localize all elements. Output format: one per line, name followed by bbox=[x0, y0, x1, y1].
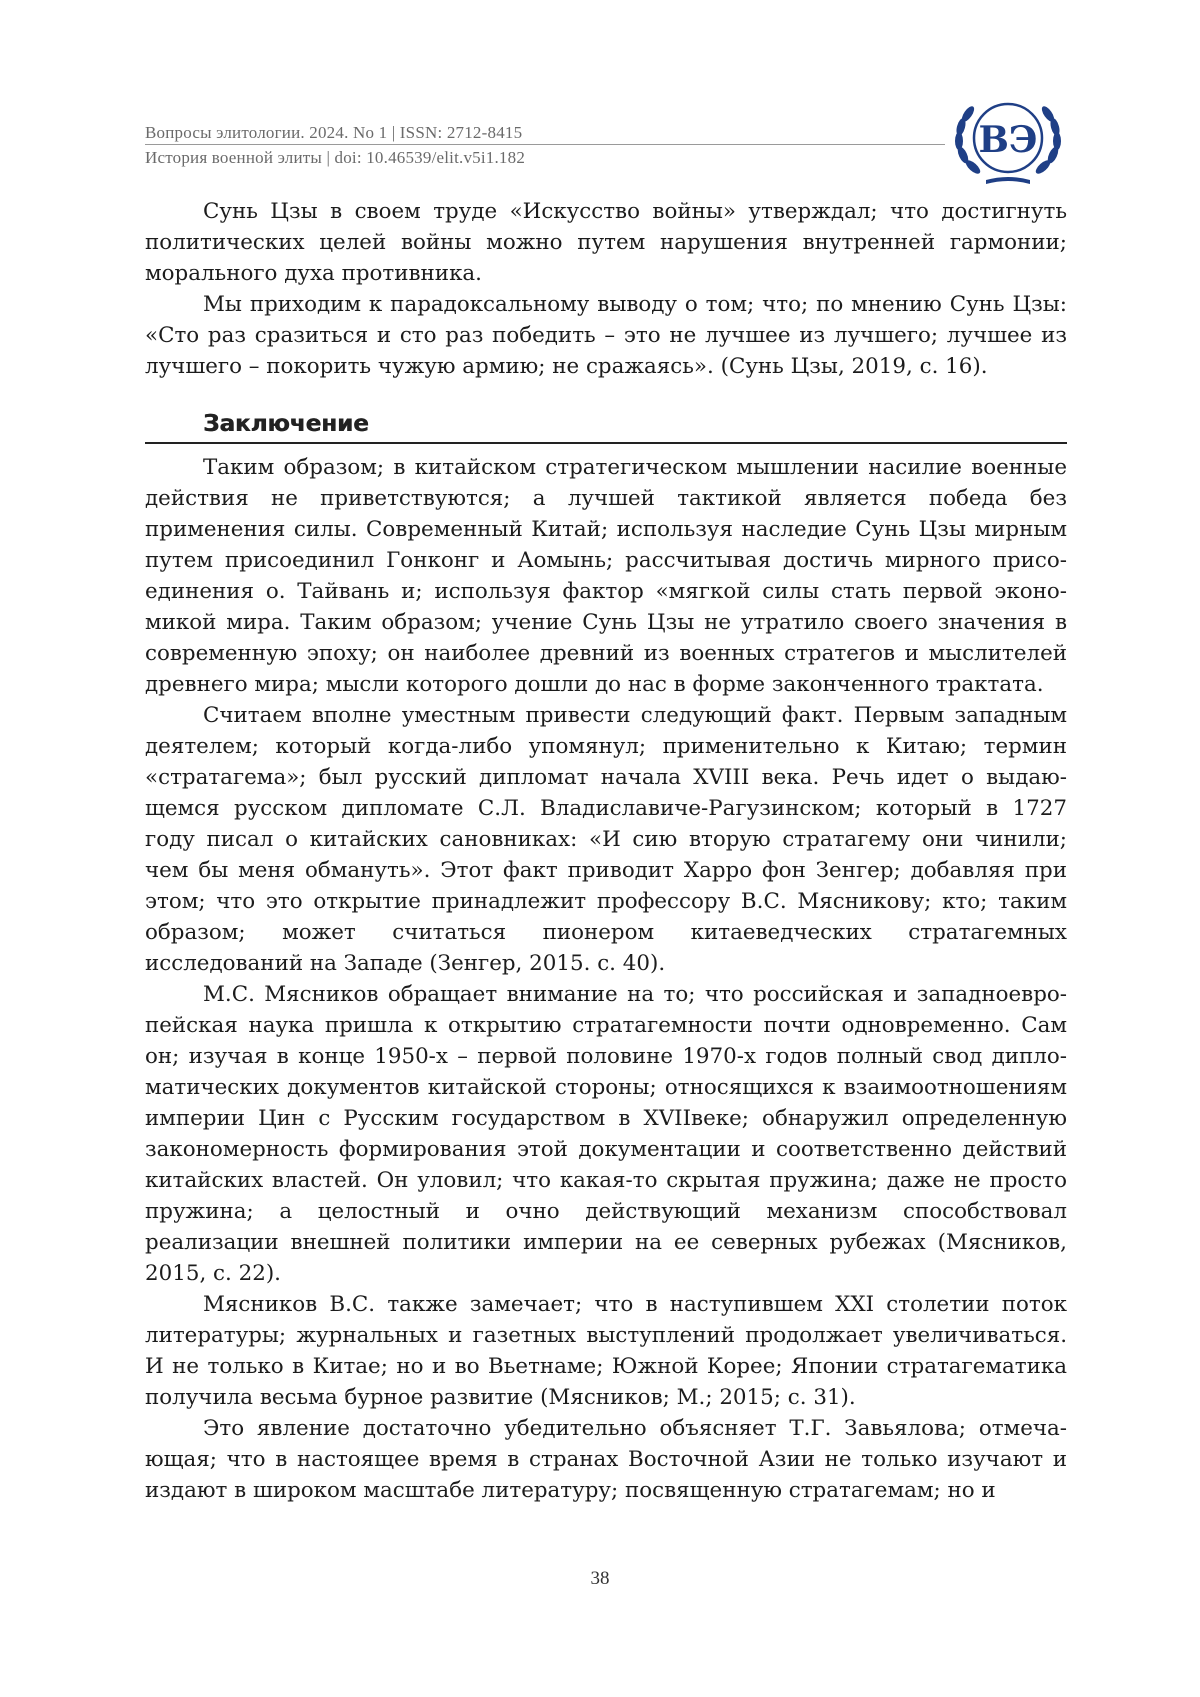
paragraph: Мясников В.С. также замечает; что в наступившем XXI столетии поток литературы; журнальных и газетных выступлений продолжает увеличиваться. И не только в Китае; но и во Вьетнаме; Южной Корее; Японии стратагематика получила весьма бурное развитие (Мясников; М.; 2015; с. 31). bbox=[145, 1292, 1067, 1410]
section-heading: Заключение bbox=[145, 408, 1067, 444]
running-head bbox=[145, 120, 525, 170]
paragraph: М.С. Мясников обращает внимание на то; что российская и западноевропейская наука пришла к открытию стратагемности почти одновременно. Сам он; изучая в конце 1950-х – первой половине 1970-х годов полный свод дипломатических документов китайской стороны; относящихся к взаимоотношениям империи Цин с Русским государством в XVIIвеке; обнаружил определенную закономерность формирования этой документации и соответственно действий китайских властей. Он уловил; что какая-то скрытая пружина; даже не просто пружина; а целостный и очно действующий механизм способствовал реализации внешней политики империи на ее северных рубежах (Мясников, 2015, с. 22). bbox=[145, 982, 1067, 1286]
paragraph: Таким образом; в китайском стратегическом мышлении насилие военные действия не приветствуются; а лучшей тактикой является победа без применения силы. Современный Китай; используя наследие Сунь Цзы мирным путем присоединил Гонконг и Аомынь; рассчитывая достичь мирного присоединения о. Тайвань и; используя фактор «мягкой силы стать первой экономикой мира. Таким образом; учение Сунь Цзы не утратило своего значения в современную эпоху; он наиболее древний из военных стратегов и мыслителей древнего мира; мысли которого дошли до нас в форме законченного трактата. bbox=[145, 455, 1067, 697]
page-number: 38 bbox=[590, 1568, 610, 1589]
section-doi-line: История военной элиты | doi: 10.46539/elit.v5i1.182 bbox=[145, 148, 526, 167]
paragraph: Мы приходим к парадоксальному выводу о том; что; по мнению Сунь Цзы: «Сто раз сразиться и сто раз победить – это не лучшее из лучшего; лучшее из лучшего – покорить чужую армию; не сражаясь». (Сунь Цзы, 2019, с. 16). bbox=[145, 292, 1067, 379]
header-rule bbox=[145, 144, 945, 145]
logo-monogram: ВЭ bbox=[978, 119, 1038, 161]
article-body bbox=[145, 196, 1067, 1506]
paragraph: Считаем вполне уместным привести следующий факт. Первым западным деятелем; который когда-либо упомянул; применительно к Китаю; термин «стратагема»; был русский дипломат начала XVIII века. Речь идет о выдающемся русском дипломате С.Л. Владиславиче-Рагузинском; который в 1727 году писал о китайских сановниках: «И сию вторую стратагему они чинили; чем бы меня обмануть». Этот факт приводит Харро фон Зенгер; добавляя при этом; что это открытие принадлежит профессору В.С. Мясникову; кто; таким образом; может считаться пионером китаеведческих стратагемных исследований на Западе (Зенгер, 2015. с. 40). bbox=[145, 703, 1067, 976]
paragraph: Это явление достаточно убедительно объясняет Т.Г. Завьялова; отмечающая; что в настоящее время в странах Восточной Азии не только изучают и издают в широком масштабе литературу; посвященную стратагемам; но и bbox=[145, 1416, 1067, 1503]
journal-logo bbox=[946, 80, 1070, 192]
paragraph: Сунь Цзы в своем труде «Искусство войны» утверждал; что достигнуть политических целей войны можно путем нарушения внутренней гармонии; морального духа противника. bbox=[145, 199, 1067, 286]
journal-issue-line: Вопросы элитологии. 2024. No 1 | ISSN: 2712-8415 bbox=[145, 123, 523, 142]
